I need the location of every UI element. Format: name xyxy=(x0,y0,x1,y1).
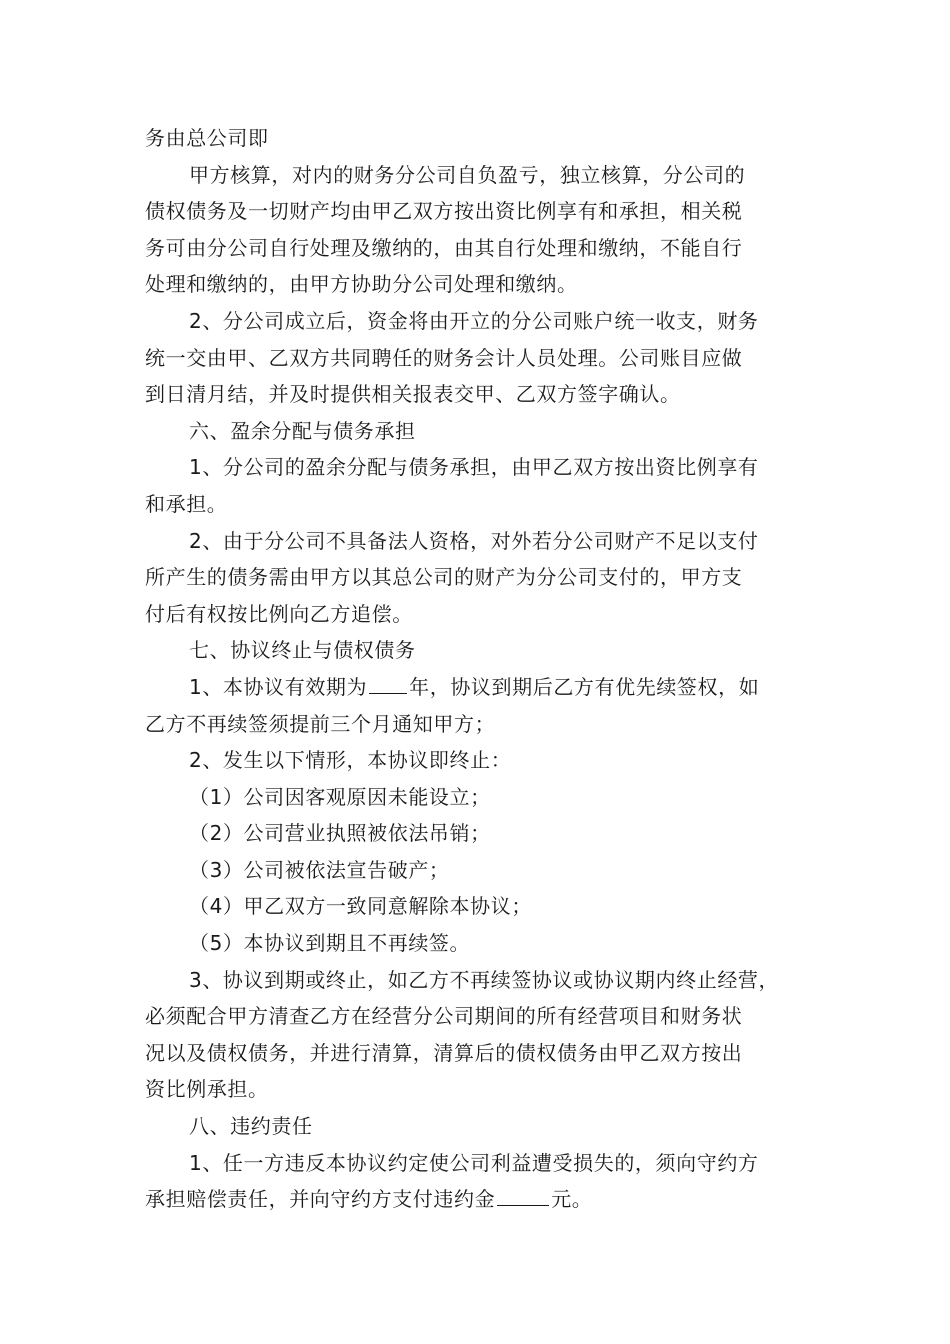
text-line: 3、协议到期或终止，如乙方不再续签协议或协议期内终止经营， xyxy=(189,967,780,992)
text-segment: 年，协议到期后乙方有优先续签权，如 xyxy=(409,674,760,699)
text-line: 2、发生以下情形，本协议即终止： xyxy=(189,748,512,773)
text-line: 和承担。 xyxy=(145,491,228,516)
text-line: 所产生的债务需由甲方以其总公司的财产为分公司支付的，甲方支 xyxy=(145,565,743,590)
text-segment: 承担赔偿责任，并向守约方支付违约金 xyxy=(145,1187,496,1212)
text-line: 必须配合甲方清查乙方在经营分公司期间的所有经营项目和财务状 xyxy=(145,1004,743,1029)
text-line: 2、由于分公司不具备法人资格，对外若分公司财产不足以支付 xyxy=(189,528,759,553)
text-line: 到日清月结，并及时提供相关报表交甲、乙双方签字确认。 xyxy=(145,382,681,407)
text-segment: 元。 xyxy=(551,1187,593,1212)
fill-in-blank xyxy=(369,671,407,694)
list-item: （1）公司因客观原因未能设立； xyxy=(189,784,491,809)
text-line: 债权债务及一切财产均由甲乙双方按出资比例享有和承担，相关税 xyxy=(145,199,743,224)
text-line: 资比例承担。 xyxy=(145,1077,269,1102)
text-line-with-blank xyxy=(145,1181,810,1218)
text-segment: 1、本协议有效期为 xyxy=(189,674,368,699)
text-line: 乙方不再续签须提前三个月通知甲方； xyxy=(145,711,496,736)
list-item: （4）甲乙双方一致同意解除本协议； xyxy=(189,894,532,919)
text-line: 况以及债权债务，并进行清算，清算后的债权债务由甲乙双方按出 xyxy=(145,1040,743,1065)
section-heading: 七、协议终止与债权债务 xyxy=(189,638,416,663)
text-line: 统一交由甲、乙双方共同聘任的财务会计人员处理。公司账目应做 xyxy=(145,345,743,370)
section-heading: 六、盈余分配与债务承担 xyxy=(189,418,416,443)
fill-in-blank xyxy=(497,1183,549,1206)
text-line: 务由总公司即 xyxy=(145,126,269,150)
text-line: 务可由分公司自行处理及缴纳的，由其自行处理和缴纳，不能自行 xyxy=(145,235,743,260)
text-line: 1、分公司的盈余分配与债务承担，由甲乙双方按出资比例享有 xyxy=(189,455,759,480)
text-line: 甲方核算，对内的财务分公司自负盈亏，独立核算，分公司的 xyxy=(189,162,746,187)
list-item: （3）公司被依法宣告破产； xyxy=(189,857,450,882)
text-line: 2、分公司成立后，资金将由开立的分公司账户统一收支，财务 xyxy=(189,308,759,333)
section-heading: 八、违约责任 xyxy=(189,1114,313,1139)
text-line: 付后有权按比例向乙方追偿。 xyxy=(145,601,413,626)
list-item: （5）本协议到期且不再续签。 xyxy=(189,931,471,956)
document-body xyxy=(145,120,810,1218)
text-line-with-blank xyxy=(145,669,810,706)
list-item: （2）公司营业执照被依法吊销； xyxy=(189,821,491,846)
text-line: 1、任一方违反本协议约定使公司利益遭受损失的，须向守约方 xyxy=(189,1150,759,1175)
text-line: 处理和缴纳的，由甲方协助分公司处理和缴纳。 xyxy=(145,272,578,297)
